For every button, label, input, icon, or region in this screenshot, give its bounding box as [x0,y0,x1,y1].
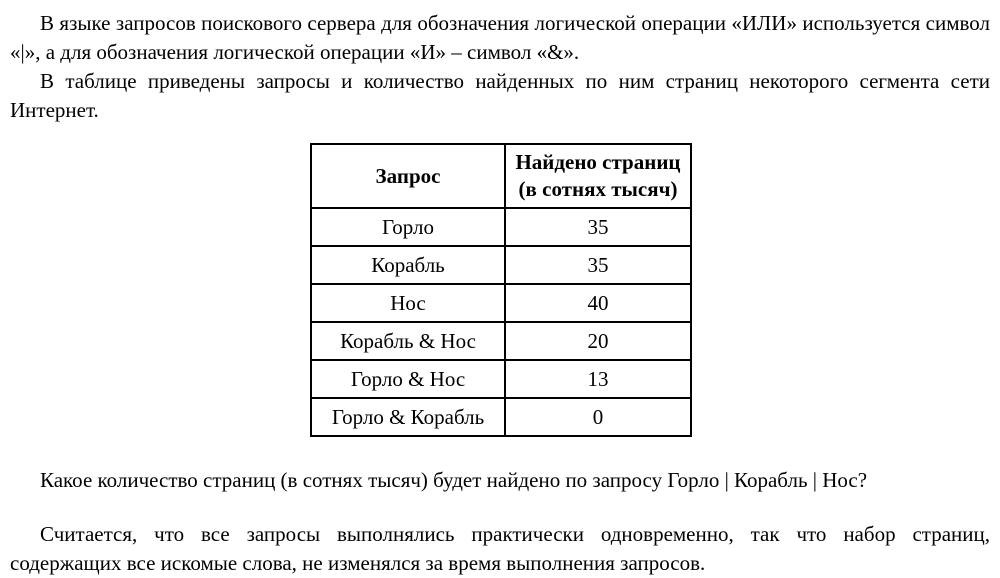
query-cell: Корабль & Нос [311,322,505,360]
question-paragraph: Какое количество страниц (в сотнях тысяч) будет найдено по запросу Горло | Корабль | Нос? [40,468,868,492]
header-pages-found [505,144,691,208]
table-row [311,246,691,284]
table-row [311,322,691,360]
count-cell: 35 [505,208,691,246]
header-query: Запрос [311,144,505,208]
count-cell: 0 [505,398,691,436]
count-cell: 20 [505,322,691,360]
intro-paragraph-operators: В языке запросов поискового сервера для обозначения логической операции «ИЛИ» используется символ «|», а для обозначения логической операции «И» – символ «&». [10,11,990,64]
header-pages-found-line2: (в сотнях тысяч) [518,177,678,201]
table-row [311,360,691,398]
count-cell: 35 [505,246,691,284]
query-cell: Корабль [311,246,505,284]
query-cell: Горло & Нос [311,360,505,398]
count-cell: 40 [505,284,691,322]
table-row [311,208,691,246]
table-header-row [311,144,691,208]
table-row [311,284,691,322]
table-row [311,398,691,436]
intro-paragraph-table: В таблице приведены запросы и количество найденных по ним страниц некоторого сегмента сети Интернет. [10,69,990,122]
header-pages-found-line1: Найдено страниц [515,150,681,174]
query-cell: Горло [311,208,505,246]
query-results-table [310,143,692,437]
note-paragraph: Считается, что все запросы выполнялись практически одновременно, так что набор страниц, содержащих все искомые слова, не изменялся за время выполнения запросов. [10,522,990,575]
count-cell: 13 [505,360,691,398]
query-cell: Нос [311,284,505,322]
query-cell: Горло & Корабль [311,398,505,436]
